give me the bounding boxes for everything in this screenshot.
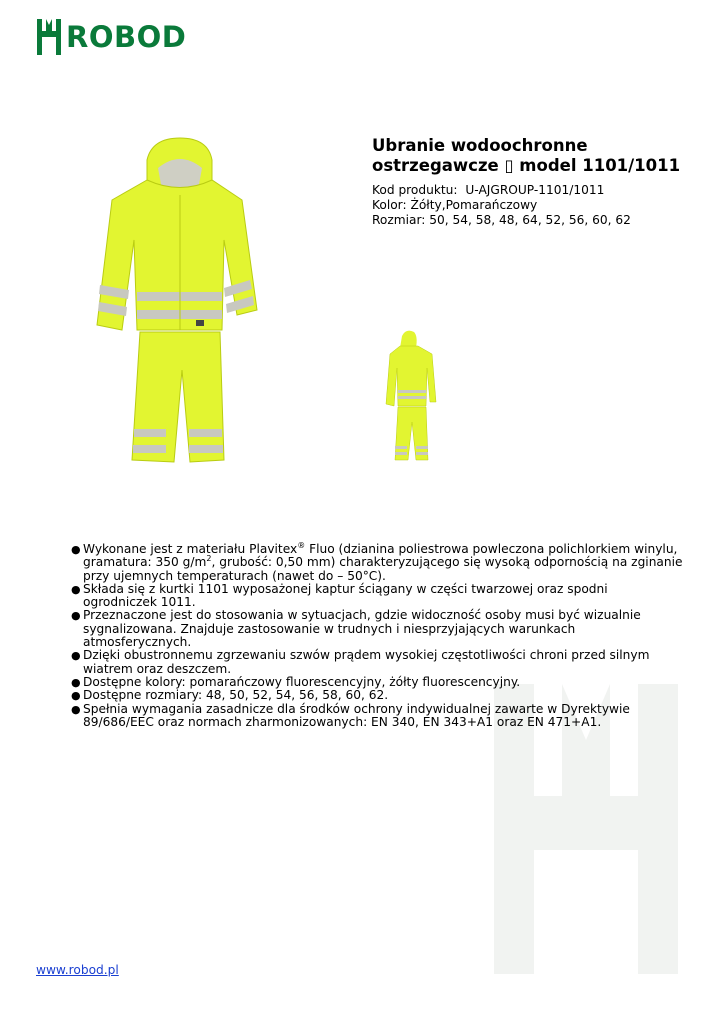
- superscript-2: 2: [206, 554, 212, 564]
- list-item: [70, 609, 685, 649]
- product-color-value: Żółty,Pomarańczowy: [410, 198, 538, 212]
- bullet-text: Spełnia wymagania zasadnicze dla środków ochrony indywidualnej zawarte w Dyrektywie 89/686/EEC oraz normach zharmonizowanych: EN 340, EN 343+A1 oraz EN 471+A1.: [83, 701, 630, 729]
- list-item: [70, 540, 685, 583]
- bullet-text: Dzięki obustronnemu zgrzewaniu szwów prądem wysokiej częstotliwości chroni przed silnym wiatrem oraz deszczem.: [83, 648, 650, 676]
- product-meta: [372, 183, 712, 228]
- list-item: [70, 583, 685, 610]
- product-title: [372, 136, 702, 176]
- bullet-text: Dostępne kolory: pomarańczowy fluorescencyjny, żółty fluorescencyjny.: [83, 674, 521, 689]
- product-color-row: [372, 198, 712, 213]
- bullet-icon: ●: [71, 702, 81, 716]
- bullet-icon: ●: [71, 675, 81, 689]
- brand-name: ROBOD: [66, 20, 187, 54]
- list-item: [70, 676, 685, 689]
- bullet-text: Przeznaczone jest do stosowania w sytuacjach, gdzie widoczność osoby musi być wizualnie sygnalizowana. Znajduje zastosowanie w trudnych i niesprzyjających warunkach atmosferycznych.: [83, 608, 641, 650]
- product-code-value: U-AJGROUP-1101/1011: [465, 183, 605, 197]
- bullet-text-pre: Wykonane jest z materiału Plavitex: [83, 542, 298, 556]
- bullet-text-post: , grubość: 0,50 mm) charakteryzującego się wysoką odpornością na zginanie przy ujemnych temperaturach (nawet do – 50°C).: [83, 555, 683, 583]
- bullet-text: Składa się z kurtki 1101 wyposażonej kaptur ściągany w części twarzowej oraz spodni ogrodniczek 1011.: [83, 581, 608, 610]
- list-item: [70, 649, 685, 676]
- product-title-line1: Ubranie wodoochronne: [372, 136, 588, 155]
- list-item: [70, 703, 685, 730]
- product-size-label: Rozmiar:: [372, 213, 426, 227]
- bullet-icon: ●: [71, 582, 81, 596]
- bullet-icon: ●: [71, 649, 81, 663]
- product-color-label: Kolor:: [372, 198, 407, 212]
- product-size-value: 50, 54, 58, 48, 64, 52, 56, 60, 62: [429, 213, 631, 227]
- product-title-line2: ostrzegawcze ▯ model 1101/1011: [372, 156, 681, 175]
- product-photo: [72, 120, 287, 488]
- bullet-icon: ●: [71, 543, 81, 556]
- robod-logo-icon: [36, 17, 62, 57]
- website-link[interactable]: www.robod.pl: [36, 963, 119, 977]
- registered-mark: ®: [297, 540, 306, 550]
- product-size-row: [372, 213, 712, 228]
- list-item: [70, 689, 685, 702]
- product-code-row: [372, 183, 712, 198]
- bullet-text-mid: Fluo (dzianina poliestrowa powleczona polichlorkiem winylu, gramatura: 350 g/m: [83, 542, 678, 570]
- feature-list: [70, 540, 685, 729]
- bullet-icon: ●: [71, 689, 81, 703]
- bullet-text: Dostępne rozmiary: 48, 50, 52, 54, 56, 58, 60, 62.: [83, 688, 389, 703]
- robod-logo: [36, 16, 186, 58]
- product-code-label: Kod produktu:: [372, 183, 458, 197]
- bullet-icon: ●: [71, 609, 81, 623]
- product-thumbnail: [370, 326, 442, 466]
